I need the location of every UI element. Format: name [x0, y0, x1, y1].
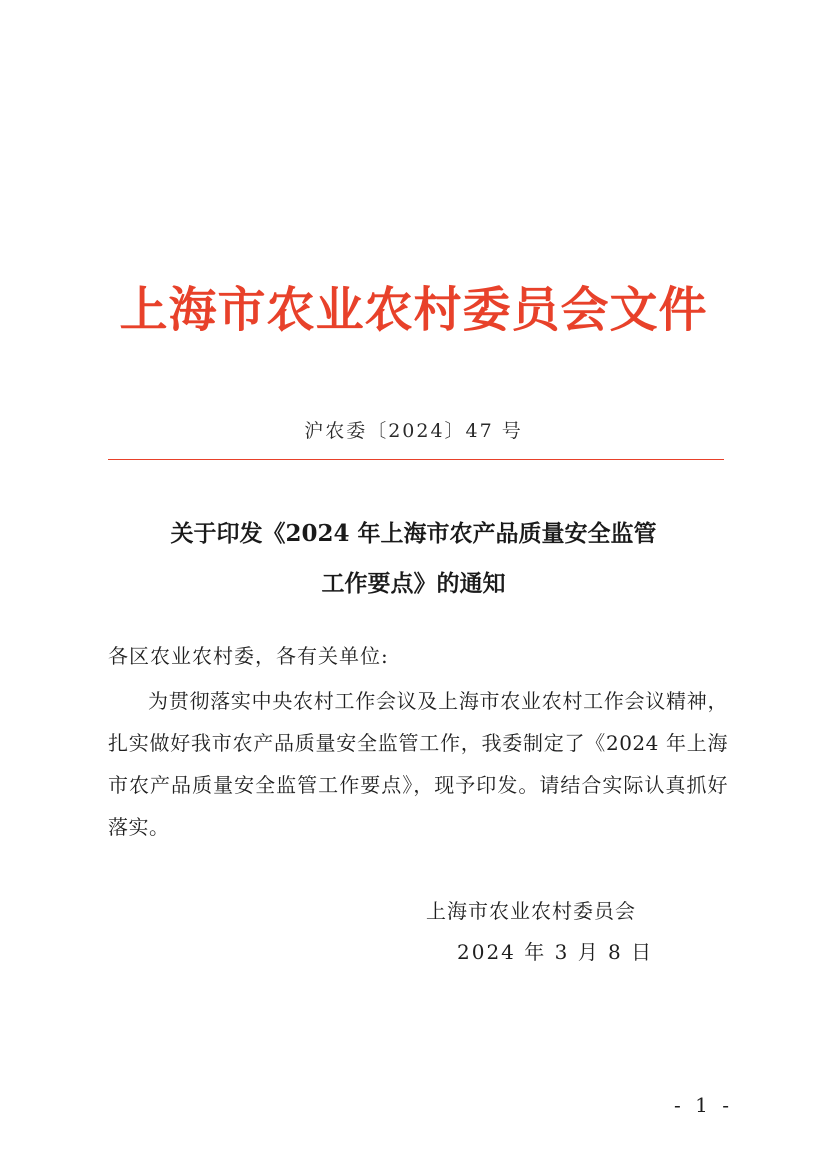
notice-title [0, 509, 827, 609]
issuer-header-title: 上海市农业农村委员会文件 [119, 282, 708, 338]
notice-title-line-2: 工作要点》的通知 [321, 570, 506, 597]
document-number: 沪农委〔2024〕47 号 [304, 420, 523, 442]
page-number: - 1 - [674, 1093, 733, 1117]
signature-organization: 上海市农业农村委员会 [426, 899, 636, 923]
addressee: 各区农业农村委，各有关单位: [108, 644, 389, 668]
signature-date: 2024 年 3 月 8 日 [457, 940, 654, 964]
red-divider-line [108, 459, 724, 460]
notice-title-line-1: 关于印发《2024 年上海市农产品质量安全监管 [170, 520, 657, 547]
body-paragraph: 为贯彻落实中央农村工作会议及上海市农业农村工作会议精神，扎实做好我市农产品质量安全监管工作，我委制定了《2024 年上海市农产品质量安全监管工作要点》，现予印发。请结合实际认真抓好落实。 [108, 689, 728, 839]
